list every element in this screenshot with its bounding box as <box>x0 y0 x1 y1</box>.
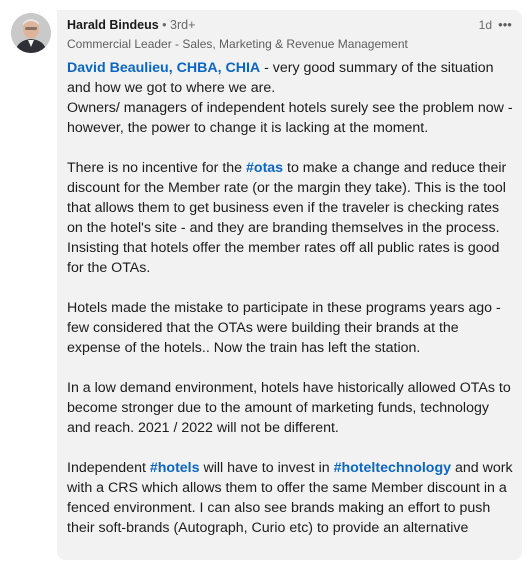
hashtag-hoteltechnology[interactable]: #hoteltechnology <box>333 460 452 476</box>
author-name[interactable]: Harald Bindeus <box>67 18 159 32</box>
comment-paragraph <box>67 58 515 138</box>
mention-link[interactable]: David Beaulieu, CHBA, CHIA <box>67 60 261 76</box>
connection-degree: • 3rd+ <box>162 18 196 32</box>
comment-text <box>67 58 515 538</box>
comment-paragraph: In a low demand environment, hotels have historically allowed OTAs to become stronger due to the amount of marketing funds, technology and reach. 2021 / 2022 will not be different. <box>67 380 511 436</box>
comment-timestamp: 1d <box>478 18 492 32</box>
author-avatar[interactable] <box>11 13 51 53</box>
paragraph-text: will have to invest in <box>199 460 334 476</box>
more-options-button[interactable] <box>496 16 514 32</box>
paragraph-text: Owners/ managers of independent hotels surely see the problem now - however, the power to change it is lacking at the moment. <box>67 100 513 136</box>
profile-photo-icon <box>11 13 51 53</box>
paragraph-text: Independent <box>67 460 150 476</box>
author-headline: Commercial Leader - Sales, Marketing & Revenue Management <box>67 37 408 51</box>
hashtag-hotels[interactable]: #hotels <box>149 460 200 476</box>
comment-bubble <box>57 10 522 560</box>
comment-paragraph: Hotels made the mistake to participate in these programs years ago - few considered that the OTAs were building their brands at the expense of the hotels.. Now the train has left the station. <box>67 300 501 356</box>
paragraph-text: to make a change and reduce their discount for the Member rate (or the margin they take). This is the tool that allows them to get business even if the traveler is checking rates on the hotel's site - and they are branding themselves in the process. Insisting that hotels offer the member rates off all public rates is good for the OTAs. <box>67 160 507 276</box>
ellipsis-icon: ••• <box>498 16 512 32</box>
paragraph-text: and work with a CRS which allows them to offer the same Member discount in a fenced environment. I can also see brands making an effort to push their soft-brands (Autograph, Curio etc) to provide an alternative <box>67 460 513 536</box>
paragraph-text: There is no incentive for the <box>67 160 247 176</box>
comment-paragraph <box>67 458 515 538</box>
hashtag-otas[interactable]: #otas <box>246 160 284 176</box>
comment-author-line <box>67 18 195 32</box>
paragraph-text: - very good summary of the situation and how we got to where we are. <box>67 60 494 96</box>
comment-paragraph <box>67 158 515 278</box>
